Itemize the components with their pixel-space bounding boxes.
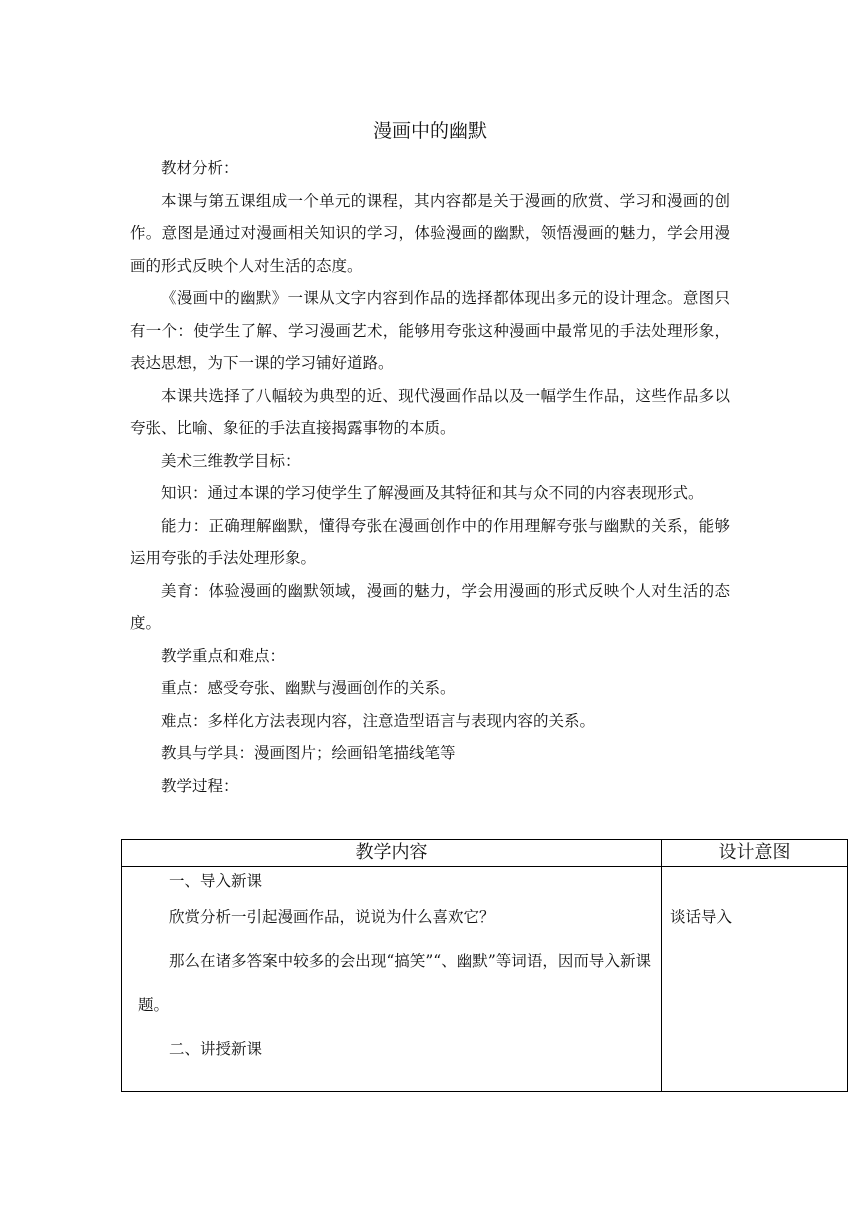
paragraph: 教材分析： (161, 159, 239, 177)
paragraph: 美育：体验漫画的幽默领域，漫画的魅力，学会用漫画的形式反映个人对生活的态度。 (130, 581, 730, 632)
content-line: 欣赏分析一引起漫画作品，说说为什么喜欢它？ (169, 908, 495, 926)
paragraph: 教具与学具：漫画图片；绘画铅笔描线笔等 (161, 744, 456, 762)
design-intent-cell: 谈话导入 (662, 867, 848, 1092)
paragraph: 难点：多样化方法表现内容，注意造型语言与表现内容的关系。 (161, 711, 596, 730)
content-line: 那么在诸多答案中较多的会出现“搞笑”“、幽默”等词语，因而导入新课题。 (138, 952, 651, 1014)
paragraph: 教学重点和难点： (161, 646, 286, 665)
page-title: 漫画中的幽默 (372, 120, 487, 142)
lesson-process-table (121, 839, 848, 1092)
paragraph: 教学过程： (161, 776, 239, 795)
teaching-content-cell (122, 867, 662, 1092)
table-row (122, 867, 848, 1092)
paragraph: 《漫画中的幽默》一课从文字内容到作品的选择都体现出多元的设计理念。意图只有一个：使学生了解、学习漫画艺术，能够用夸张这种漫画中最常见的手法处理形象，表达思想，为下一课的学习铺好道路。 (130, 289, 730, 372)
paragraph: 本课共选择了八幅较为典型的近、现代漫画作品以及一幅学生作品，这些作品多以夸张、比喻、象征的手法直接揭露事物的本质。 (130, 386, 730, 437)
paragraph: 重点：感受夸张、幽默与漫画创作的关系。 (161, 679, 456, 697)
content-line: 二、讲授新课 (169, 1040, 263, 1058)
paragraph: 能力：正确理解幽默，懂得夸张在漫画创作中的作用理解夸张与幽默的关系，能够运用夸张的手法处理形象。 (130, 516, 730, 567)
paragraph: 本课与第五课组成一个单元的课程，其内容都是关于漫画的欣赏、学习和漫画的创作。意图是通过对漫画相关知识的学习，体验漫画的幽默，领悟漫画的魅力，学会用漫画的形式反映个人对生活的态度。 (130, 191, 730, 275)
table-header-row (122, 840, 848, 867)
paragraph: 美术三维教学目标： (161, 451, 301, 470)
header-teaching-content: 教学内容 (122, 840, 662, 867)
document-body (130, 152, 730, 802)
paragraph: 知识：通过本课的学习使学生了解漫画及其特征和其与众不同的内容表现形式。 (161, 484, 704, 502)
header-design-intent: 设计意图 (662, 840, 848, 867)
content-line: 一、导入新课 (169, 872, 263, 890)
